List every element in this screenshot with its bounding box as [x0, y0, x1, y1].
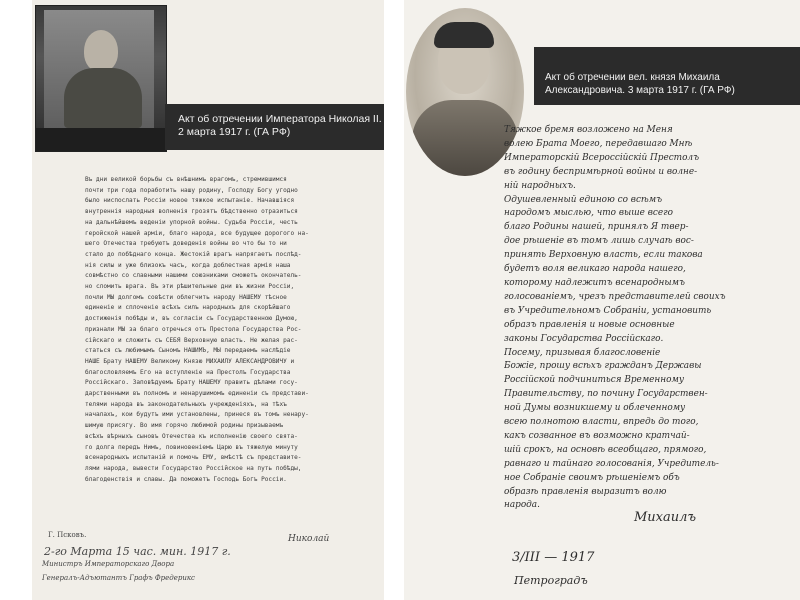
handwritten-line: законы Государства Россійскаго.: [504, 333, 664, 344]
typed-line: шего Отечества требуютъ доведенія войны во что бы то ни: [85, 240, 287, 248]
typed-line: всенародныхъ испытаній и помочь ЕМУ, вмѣстѣ съ представите-: [85, 454, 302, 462]
typed-line: внутреннія народныя волненія грозятъ бѣдственно отразиться: [85, 208, 298, 216]
handwritten-line: голосованіемъ, чрезъ представителей своихъ: [504, 291, 726, 302]
handwritten-line: народомъ мыслью, что выше всего: [504, 208, 673, 219]
handwritten-line: дое рѣшеніе въ томъ лишь случаѣ вос-: [504, 236, 694, 247]
right-caption-line-1: Акт об отречении вел. князя Михаила: [545, 72, 720, 83]
right-place: Петроградъ: [514, 574, 588, 587]
right-date: 3/III — 1917: [512, 550, 595, 565]
handwritten-line: Тяжкое бремя возложено на Меня: [504, 125, 673, 135]
typed-line: было ниспослать Россіи новое тяжкое испытаніе. Начавшіяся: [85, 197, 295, 205]
right-caption-line-2: Александровича. 3 марта 1917 г. (ГА РФ): [545, 85, 735, 96]
typed-line: стало до побѣднаго конца. Жестокій врагъ напрягаетъ послѣд-: [85, 250, 302, 258]
typed-line: совмѣстно со славными нашими союзниками сможетъ окончатель-: [85, 272, 302, 280]
left-document-footer: [38, 528, 368, 598]
handwritten-line: равнаго и тайнаго голосованія, Учредитель-: [504, 458, 719, 469]
handwritten-line: Россійской подчиниться Временному: [504, 375, 684, 386]
typed-line: телями народа въ законодательныхъ учрежденіяхъ, на тѣхъ: [85, 400, 287, 408]
typed-line: всѣхъ вѣрныхъ сыновъ Отечества къ исполненію своего свята-: [85, 432, 298, 440]
handwritten-line: шій срокъ, на основѣ всеобщаго, прямого,: [504, 444, 707, 455]
handwritten-line: Одушевленный единою со всѣмъ: [504, 194, 663, 205]
typed-line: благоденствія и славы. Да поможетъ Господь Богъ Россіи.: [85, 475, 287, 483]
typed-line: статься съ любимымъ Сыномъ НАШИМЪ, МЫ передаемъ наслѣдіе: [85, 347, 291, 355]
typed-abdication-text: [85, 175, 371, 485]
typed-line: почти три года поработить нашу родину, Господу Богу угодно: [85, 186, 298, 194]
handwritten-line: въ Учредительномъ Собраніи, установить: [504, 305, 712, 316]
typed-line: благословляемъ Его на вступленіе на Престолъ Государства: [85, 368, 291, 376]
footer-line-1: Министръ Императорскаго Двора: [42, 560, 175, 568]
michael-signature: Михаилъ: [634, 510, 697, 525]
handwritten-line: принять Верховную власть, если такова: [504, 250, 703, 261]
right-caption: [534, 47, 800, 105]
typed-line: сійскаго и сложить съ СЕБЯ Верховную власть. Не желая рас-: [85, 336, 298, 344]
handwritten-line: ное Собраніе своимъ рѣшеніемъ объ: [504, 472, 680, 483]
handwritten-line: ной Думы возникшему и облеченному: [504, 403, 686, 414]
nicholas-signature: Николай: [288, 534, 330, 544]
footer-line-2: Генералъ-Адъютантъ Графъ Фредерикс: [42, 574, 195, 582]
typed-line: НАШЕ Брату НАШЕМУ Великому Князю МИХАИЛУ АЛЕКСАНДРОВИЧУ и: [85, 357, 295, 365]
typed-line: лями народа, вывести Государство Россійское на путь побѣды,: [85, 464, 302, 472]
handwritten-line: всею полнотою власти, впредь до того,: [504, 417, 699, 428]
typed-line: но сломить врага. Въ эти рѣшительные дни въ жизни Россіи,: [85, 283, 295, 291]
handwritten-line: Посему, призывая благословеніе: [504, 347, 661, 358]
typed-line: шимую присягу. Во имя горячо любимой родины призываемъ: [85, 422, 284, 430]
typed-line: Въ дни великой борьбы съ внѣшнимъ врагомъ, стремившимся: [85, 176, 287, 183]
handwritten-line: Правительству, по почину Государствен-: [504, 389, 708, 400]
handwritten-line: ній народныхъ.: [504, 180, 576, 191]
handwritten-line: Божіе, прошу всѣхъ гражданъ Державы: [504, 361, 702, 372]
typed-line: геройской нашей арміи, благо народа, все будущее дорогого на-: [85, 229, 309, 237]
handwritten-line: народа.: [504, 500, 540, 511]
typed-line: почли МЫ долгомъ совѣсти облегчить народу НАШЕМУ тѣсное: [85, 293, 287, 301]
typed-line: го долга передъ Нимъ, повиновеніемъ Царю въ тяжелую минуту: [85, 443, 298, 451]
handwritten-line: благо Родины нашей, принялъ Я твер-: [504, 222, 689, 233]
left-caption: [165, 104, 384, 150]
typed-line: признали МЫ за благо отречься отъ Престола Государства Рос-: [85, 325, 302, 333]
typed-line: Россійскаго. Заповѣдуемъ Брату НАШЕМУ править дѣлами госу-: [85, 379, 298, 387]
footer-date: 2-го Марта 15 час. мин. 1917 г.: [44, 545, 231, 558]
nicholas-ii-photo: [35, 5, 167, 152]
left-caption-line-1: Акт об отречении Императора Николая II.: [178, 113, 382, 125]
handwritten-abdication-text: [504, 124, 784, 513]
handwritten-line: волею Брата Моего, передавшаго Мнѣ: [504, 138, 693, 149]
typed-line: дарственными въ полномъ и ненарушимомъ единеніи съ представи-: [85, 390, 309, 398]
left-caption-line-2: 2 марта 1917 г. (ГА РФ): [178, 126, 291, 138]
handwritten-line: будетъ воля великаго народа нашего,: [504, 264, 686, 275]
footer-place: Г. Псковъ.: [48, 531, 87, 539]
handwritten-line: образѣ правленія выразитъ волю: [504, 486, 667, 497]
handwritten-line: образъ правленія и новые основные: [504, 319, 675, 330]
handwritten-line: какъ созванное въ возможно кратчай-: [504, 430, 690, 441]
typed-line: нія силы и уже близокъ часъ, когда доблестная армія наша: [85, 261, 291, 269]
typed-line: единеніе и сплоченіе всѣхъ силъ народныхъ для скорѣйшаго: [85, 304, 291, 312]
typed-line: достиженія побѣды и, въ согласіи съ Государственною Думою,: [85, 315, 298, 323]
typed-line: началахъ, кои будутъ ими установлены, принеся въ томъ ненару-: [85, 411, 309, 419]
typed-line: на дальнѣйшемъ веденіи упорной войны. Судьба Россіи, честь: [85, 218, 298, 226]
handwritten-line: Императорскій Всероссійскій Престолъ: [504, 152, 700, 163]
handwritten-line: которому надлежитъ всенароднымъ: [504, 277, 685, 288]
handwritten-line: въ годину беспримѣрной войны и волне-: [504, 166, 698, 177]
